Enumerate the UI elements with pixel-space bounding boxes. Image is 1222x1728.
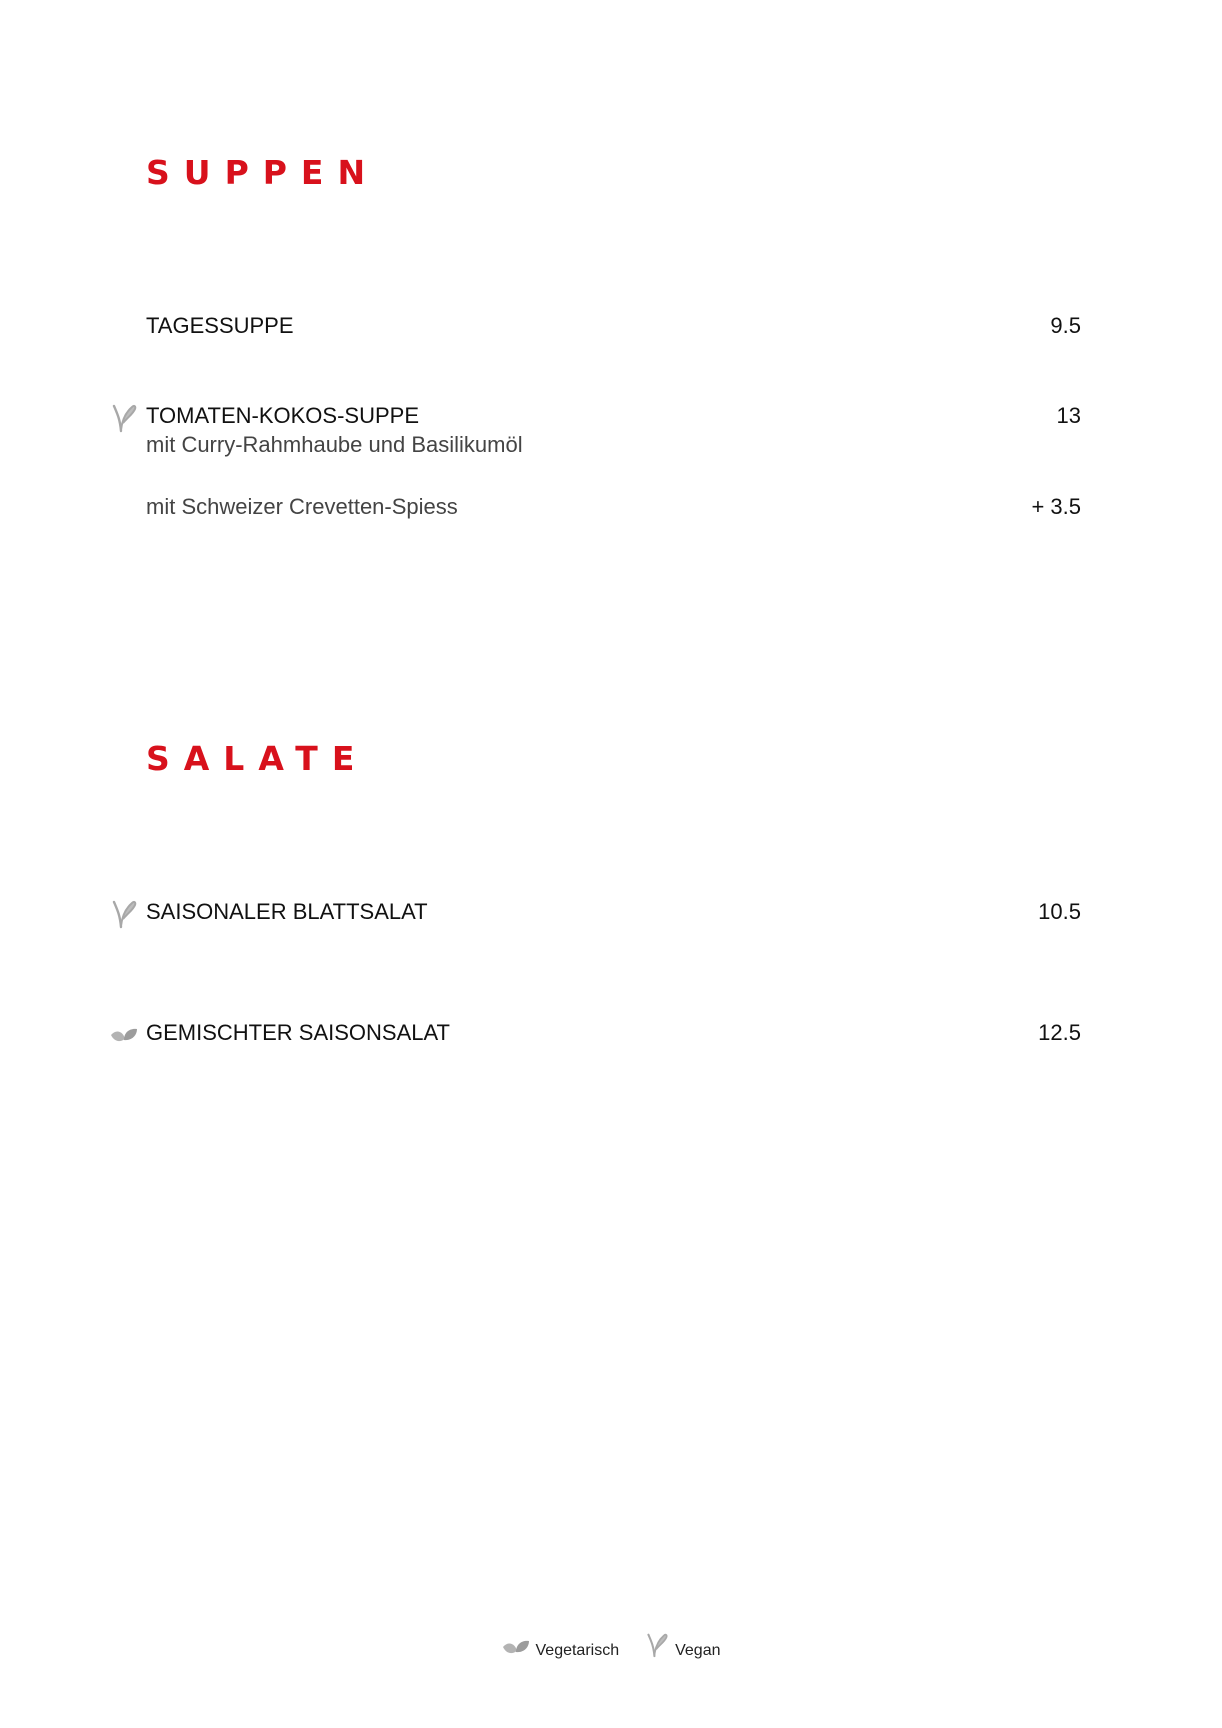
legend-vegetarian-label: Vegetarisch: [535, 1642, 620, 1659]
menu-item-tagessuppe: [146, 312, 1081, 341]
menu-item-gemischter-saisonsalat: [146, 1019, 1081, 1048]
vegetarian-icon: [502, 1638, 530, 1660]
section-title-suppen: SUPPEN: [146, 153, 380, 192]
item-name: TAGESSUPPE: [146, 313, 294, 338]
vegetarian-icon: [110, 1023, 138, 1053]
item-price: 12.5: [1038, 1020, 1081, 1045]
vegan-icon: [110, 403, 138, 433]
vegan-icon: [645, 1630, 669, 1660]
vegan-icon: [110, 899, 138, 929]
section-title-salate: SALATE: [146, 739, 369, 778]
item-name: mit Schweizer Crevetten-Spiess: [146, 494, 458, 519]
menu-item-extra-crevetten: [146, 493, 1081, 522]
item-price: + 3.5: [1031, 494, 1081, 519]
item-price: 9.5: [1050, 313, 1081, 338]
menu-item-tomaten-kokos-suppe: [146, 402, 1081, 459]
legend-vegetarian: [502, 1638, 620, 1660]
legend-vegan: [645, 1630, 720, 1660]
diet-legend: [0, 1630, 1222, 1660]
legend-vegan-label: Vegan: [675, 1642, 721, 1659]
item-name: GEMISCHTER SAISONSALAT: [146, 1020, 450, 1045]
item-name: TOMATEN-KOKOS-SUPPE: [146, 403, 420, 428]
menu-item-saisonaler-blattsalat: [146, 898, 1081, 927]
item-description: mit Curry-Rahmhaube und Basilikumöl: [146, 431, 523, 457]
item-price: 13: [1056, 403, 1081, 428]
item-price: 10.5: [1038, 899, 1081, 924]
item-name: SAISONALER BLATTSALAT: [146, 899, 428, 924]
